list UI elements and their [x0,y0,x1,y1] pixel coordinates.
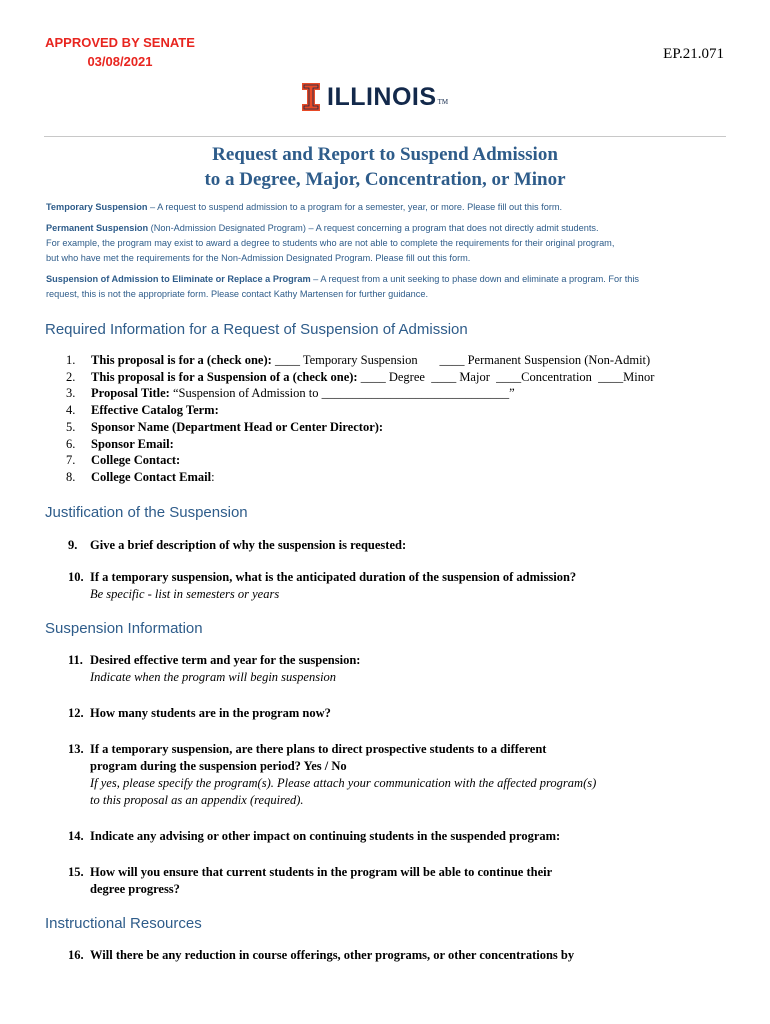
definition-eliminate [46,272,736,302]
section-heading-suspension-info: Suspension Information [45,620,203,637]
item-number: 1. [66,353,76,367]
approval-date: 03/08/2021 [87,54,153,69]
question-text-continued: program during the suspension period? Yes / No [90,759,347,773]
required-item [66,436,654,453]
illinois-logo [302,82,448,112]
question-16 [68,947,708,964]
required-list [66,352,654,486]
question-14 [68,828,708,845]
title-line-2: to a Degree, Major, Concentration, or Minor [204,169,566,190]
definition-temporary [46,200,736,215]
item-label: This proposal is for a (check one): [91,353,272,367]
item-label: This proposal is for a Suspension of a (check one): [91,369,358,384]
question-hint: If yes, please specify the program(s). Please attach your communication with the affected program(s) [90,776,597,790]
item-options: ____ Temporary Suspension ____ Permanent Suspension (Non-Admit) [271,353,651,367]
question-hint: Indicate when the program will begin suspension [90,670,337,684]
section-heading-required: Required Information for a Request of Suspension of Admission [45,321,468,338]
question-text: How will you ensure that current students in the program will be able to continue their [90,865,553,879]
question-number: 12. [68,706,84,720]
approval-stamp [40,33,200,71]
question-hint: Be specific - list in semesters or years [90,587,280,601]
item-label: College Contact: [91,453,181,468]
item-number: 6. [66,436,76,451]
item-label: Sponsor Name (Department Head or Center Director): [91,419,384,434]
question-15 [68,864,708,898]
question-text: Give a brief description of why the suspension is requested: [90,538,407,552]
question-number: 15. [68,865,84,879]
question-number: 14. [68,829,84,843]
question-text: How many students are in the program now? [90,706,331,720]
item-options: : [211,469,215,484]
question-9 [68,537,708,554]
definition-term: Suspension of Admission to Eliminate or Replace a Program [46,274,311,284]
header-divider [44,136,726,137]
definition-text: (Non-Admission Designated Program) – A request concerning a program that does not directly admit students. [148,223,599,233]
approval-line: APPROVED BY SENATE [45,35,195,50]
definition-text: For example, the program may exist to award a degree to students who are not able to complete the requirements for their original program, [46,238,615,248]
question-12 [68,705,708,722]
definition-term: Permanent Suspension [46,223,149,233]
question-13 [68,741,708,809]
item-number: 3. [66,386,76,401]
question-hint: to this proposal as an appendix (required). [90,793,304,807]
definition-permanent [46,221,736,266]
question-number: 9. [68,538,78,552]
required-item [66,469,654,486]
item-number: 8. [66,469,76,484]
item-options: ____ Degree ____ Major ____Concentration ____Minor [357,369,655,384]
question-11 [68,652,708,686]
item-label: Proposal Title: [91,386,170,401]
required-item [66,402,654,419]
definition-text: – A request from a unit seeking to phase down and eliminate a program. For this [310,274,640,284]
item-options: “Suspension of Admission to ______________________________” [169,386,515,401]
required-item [66,385,654,402]
definition-text: – A request to suspend admission to a program for a semester, year, or more. Please fill out this form. [147,202,563,212]
item-number: 7. [66,453,76,468]
question-text: Will there be any reduction in course offerings, other programs, or other concentrations by [90,948,575,962]
title-line-1: Request and Report to Suspend Admission [212,144,558,165]
section-heading-instructional: Instructional Resources [45,915,202,932]
section-heading-justification: Justification of the Suspension [45,504,248,521]
item-label: Effective Catalog Term: [91,403,219,418]
document-number: EP.21.071 [663,46,724,62]
required-item [66,452,654,469]
definition-term: Temporary Suspension [46,202,148,212]
page-title [0,142,770,192]
logo-trademark: TM [437,98,449,106]
item-number: 4. [66,403,76,418]
required-item [66,352,654,369]
question-text: If a temporary suspension, what is the anticipated duration of the suspension of admission? [90,570,577,584]
question-text-continued: degree progress? [90,882,180,896]
question-text: Desired effective term and year for the suspension: [90,653,361,667]
question-number: 10. [68,570,84,584]
question-10 [68,569,708,603]
question-number: 11. [68,653,83,667]
question-number: 16. [68,948,84,962]
item-number: 2. [66,369,76,384]
definition-text: request, this is not the appropriate form. Please contact Kathy Martensen for further guidance. [46,289,428,299]
required-item [66,419,654,436]
logo-wordmark: ILLINOIS [327,82,437,111]
block-i-icon [302,83,320,111]
definition-text: but who have met the requirements for the Non-Admission Designated Program. Please fill out this form. [46,253,471,263]
question-text: Indicate any advising or other impact on continuing students in the suspended program: [90,829,561,843]
item-number: 5. [66,419,76,434]
item-label: Sponsor Email: [91,436,174,451]
required-item [66,369,654,386]
question-number: 13. [68,742,84,756]
item-label: College Contact Email [91,469,212,484]
question-text: If a temporary suspension, are there plans to direct prospective students to a different [90,742,547,756]
